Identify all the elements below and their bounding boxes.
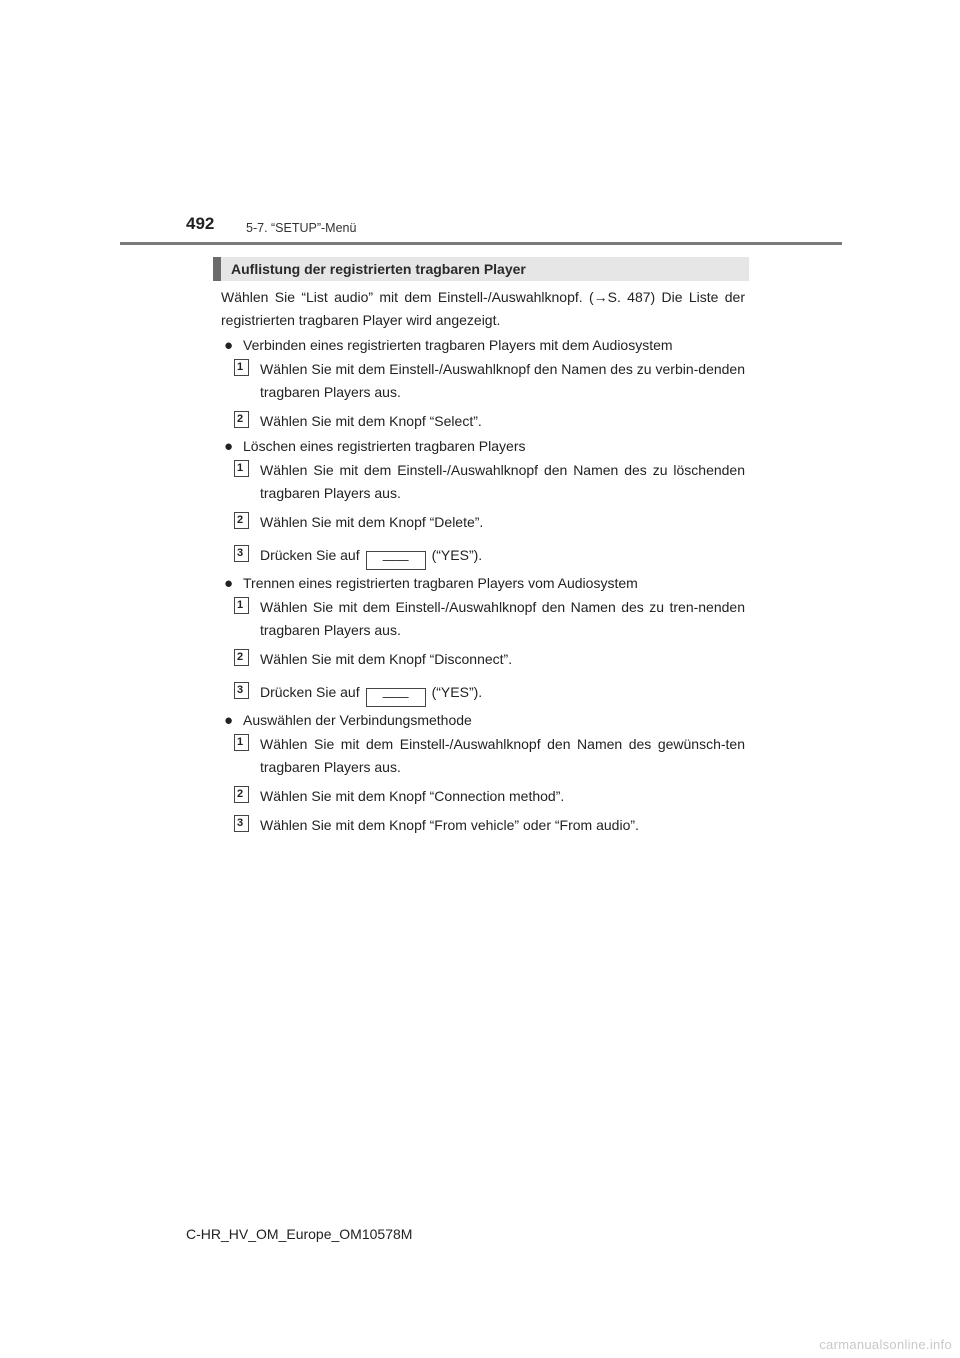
step-number: 3 <box>234 815 249 832</box>
bullet-icon: ● <box>224 438 234 455</box>
bullet-icon: ● <box>224 337 234 354</box>
step-text: Wählen Sie mit dem Knopf “Connection method”. <box>260 788 565 804</box>
step-number: 3 <box>234 545 249 562</box>
header-rule <box>120 242 842 245</box>
content <box>221 286 745 839</box>
bullet-title: Trennen eines registrierten tragbaren Players vom Audiosystem <box>243 575 638 591</box>
bullet-title: Verbinden eines registrierten tragbaren Players mit dem Audiosystem <box>243 337 673 353</box>
step-text-pre: Drücken Sie auf <box>260 547 360 563</box>
step-text: Wählen Sie mit dem Einstell-/Auswahlknopf den Namen des zu tren-nenden tragbaren Players aus. <box>260 599 745 638</box>
bullet-icon: ● <box>224 712 234 729</box>
section-heading: Auflistung der registrierten tragbaren Player <box>213 257 749 281</box>
step-number: 2 <box>234 786 249 803</box>
step <box>221 681 745 707</box>
step <box>221 596 745 642</box>
bullet-connect <box>221 334 745 357</box>
page-number: 492 <box>186 214 215 233</box>
step-text: Wählen Sie mit dem Einstell-/Auswahlknopf den Namen des zu verbin-denden tragbaren Players aus. <box>260 361 745 400</box>
step <box>221 733 745 779</box>
step-text: Wählen Sie mit dem Knopf “From vehicle” oder “From audio”. <box>260 817 639 833</box>
bullet-delete <box>221 435 745 458</box>
bullet-disconnect <box>221 572 745 595</box>
intro-paragraph: Wählen Sie “List audio” mit dem Einstell-/Auswahlknopf. (→S. 487) Die Liste der registrierten tragbaren Player wird angezeigt. <box>221 289 745 328</box>
step-text-pre: Drücken Sie auf <box>260 684 360 700</box>
step <box>221 785 745 808</box>
step-number: 1 <box>234 359 249 376</box>
section-label: 5-7. “SETUP”-Menü <box>246 221 357 235</box>
step-text-post: (“YES”). <box>431 684 483 700</box>
step <box>221 358 745 404</box>
bullet-title: Auswählen der Verbindungsmethode <box>243 712 472 728</box>
step-number: 2 <box>234 512 249 529</box>
step <box>221 544 745 570</box>
step <box>221 459 745 505</box>
step-text: Wählen Sie mit dem Einstell-/Auswahlknopf den Namen des zu löschenden tragbaren Players aus. <box>260 462 745 501</box>
button-placeholder-icon: —— <box>366 551 426 570</box>
step <box>221 814 745 837</box>
step <box>221 648 745 671</box>
step-number: 2 <box>234 649 249 666</box>
step <box>221 511 745 534</box>
step-number: 1 <box>234 597 249 614</box>
step-number: 1 <box>234 734 249 751</box>
bullet-connection-method <box>221 709 745 732</box>
bullet-title: Löschen eines registrierten tragbaren Players <box>243 438 526 454</box>
step-number: 3 <box>234 682 249 699</box>
step-number: 2 <box>234 411 249 428</box>
step-text: Wählen Sie mit dem Einstell-/Auswahlknopf den Namen des gewünsch-ten tragbaren Players aus. <box>260 736 745 775</box>
step-text-post: (“YES”). <box>431 547 483 563</box>
button-placeholder-icon: —— <box>366 688 426 707</box>
step-text: Wählen Sie mit dem Knopf “Delete”. <box>260 514 484 530</box>
watermark: carmanualsonline.info <box>819 1337 952 1352</box>
footer-doc-id: C-HR_HV_OM_Europe_OM10578M <box>186 1226 413 1242</box>
step-text: Wählen Sie mit dem Knopf “Select”. <box>260 413 482 429</box>
step-number: 1 <box>234 460 249 477</box>
step-text: Wählen Sie mit dem Knopf “Disconnect”. <box>260 651 513 667</box>
bullet-icon: ● <box>224 575 234 592</box>
step <box>221 410 745 433</box>
